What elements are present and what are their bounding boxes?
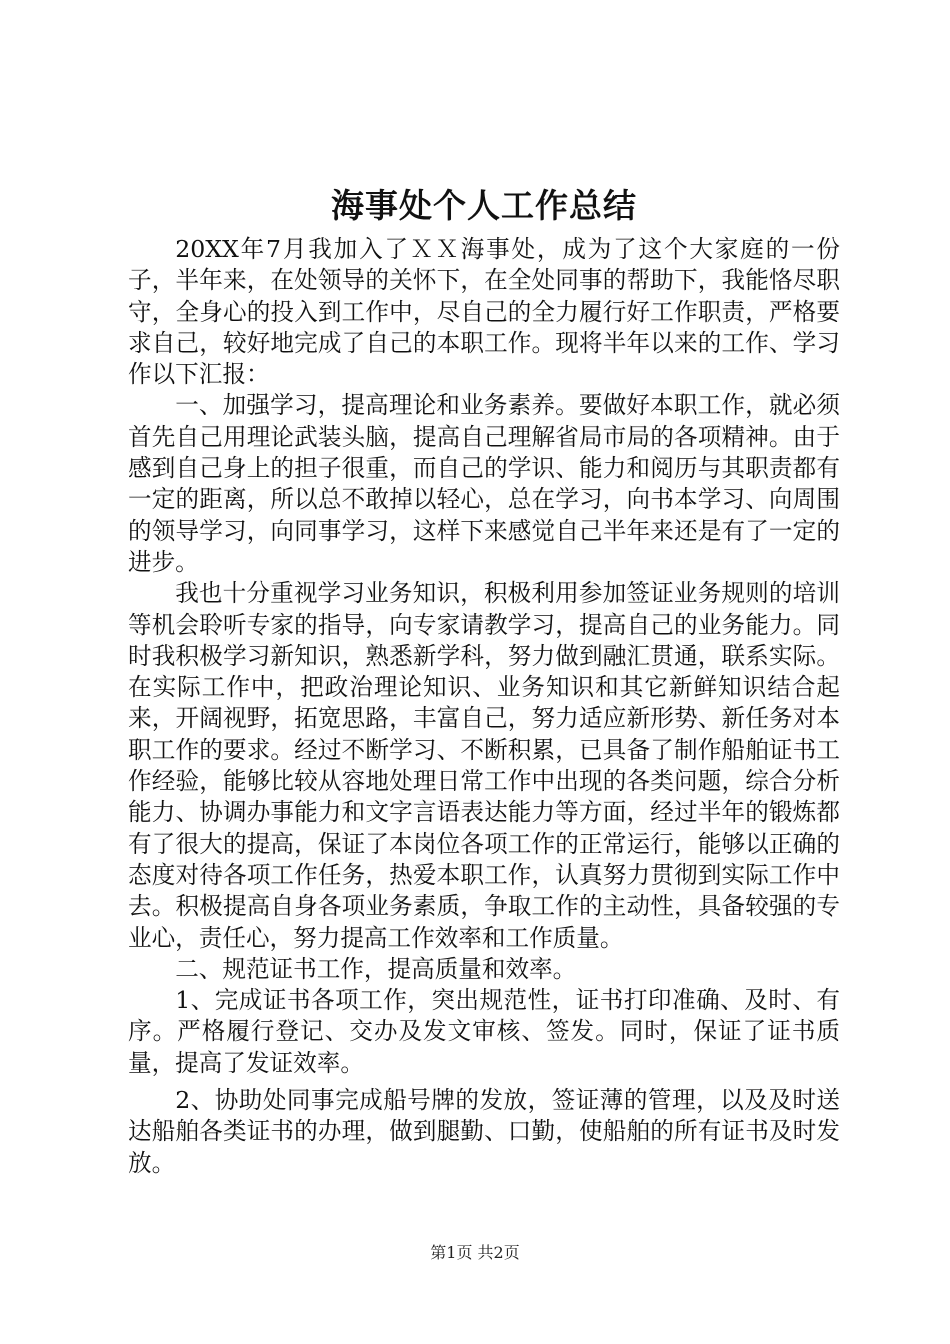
paragraph-intro: 20XX年7月我加入了ＸＸ海事处，成为了这个大家庭的一份子，半年来，在处领导的关怀下，在全处同事的帮助下，我能恪尽职守，全身心的投入到工作中，尽自己的全力履行好工作职责，严格要求自己，较好地完成了自己的本职工作。现将半年以来的工作、学习作以下汇报：: [128, 235, 840, 389]
paragraph-business-knowledge: 我也十分重视学习业务知识，积极利用参加签证业务规则的培训等机会聆听专家的指导，向专家请教学习，提高自己的业务能力。同时我积极学习新知识，熟悉新学科，努力做到融汇贯通，联系实际。在实际工作中，把政治理论知识、业务知识和其它新鲜知识结合起来，开阔视野，拓宽思路，丰富自己，努力适应新形势、新任务对本职工作的要求。经过不断学习、不断积累，已具备了制作船舶证书工作经验，能够比较从容地处理日常工作中出现的各类问题，综合分析能力、协调办事能力和文字言语表达能力等方面，经过半年的锻炼都有了很大的提高，保证了本岗位各项工作的正常运行，能够以正确的态度对待各项工作任务，热爱本职工作，认真努力贯彻到实际工作中去。积极提高自身各项业务素质，争取工作的主动性，具备较强的专业心，责任心，努力提高工作效率和工作质量。: [128, 579, 840, 952]
paragraph-section-one: 一、加强学习，提高理论和业务素养。要做好本职工作，就必须首先自己用理论武装头脑，提高自己理解省局市局的各项精神。由于感到自己身上的担子很重，而自己的学识、能力和阅历与其职责都有一定的距离，所以总不敢掉以轻心，总在学习，向书本学习、向周围的领导学习，向同事学习，这样下来感觉自己半年来还是有了一定的进步。: [128, 391, 840, 576]
document-body: [128, 234, 840, 1179]
document-title: 海事处个人工作总结: [331, 186, 637, 225]
page-footer: 第1页 共2页: [430, 1243, 520, 1262]
paragraph-item-one: 1、完成证书各项工作，突出规范性，证书打印准确、及时、有序。严格履行登记、交办及发文审核、签发。同时，保证了证书质量，提高了发证效率。: [128, 986, 840, 1077]
document-page: [128, 178, 840, 1179]
paragraph-section-two: 二、规范证书工作，提高质量和效率。: [175, 954, 577, 983]
paragraph-item-two: 2、协助处同事完成船号牌的发放，签证薄的管理，以及及时送达船舶各类证书的办理，做到腿勤、口勤，使船舶的所有证书及时发放。: [128, 1086, 840, 1177]
